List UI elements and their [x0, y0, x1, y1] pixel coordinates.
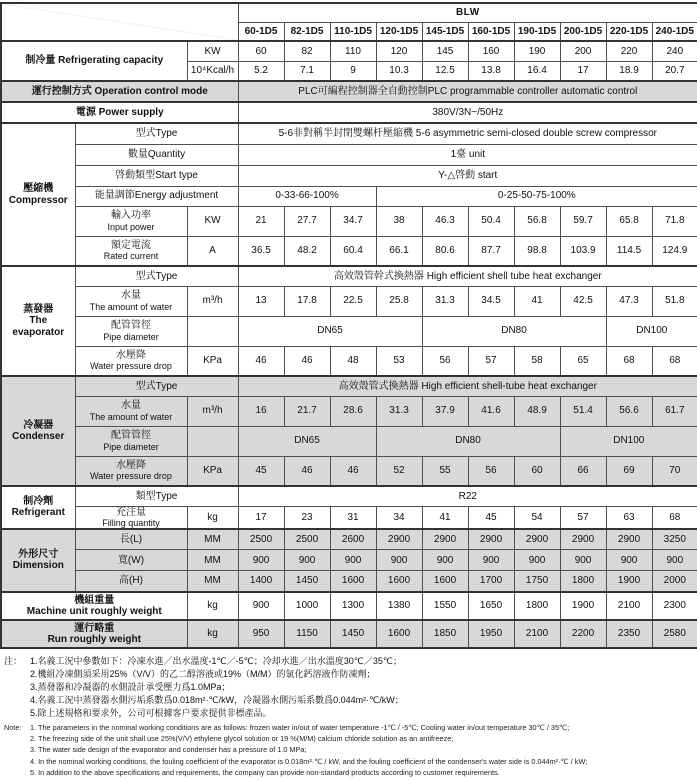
- value-cell: 1750: [514, 571, 560, 592]
- value-cell: 70: [652, 456, 697, 486]
- spec-sheet-page: [0, 2, 697, 780]
- value-cell: 54: [514, 506, 560, 529]
- value-cell: 124.9: [652, 236, 697, 266]
- value-cell: 31.3: [376, 396, 422, 426]
- unit-cell: MM: [187, 529, 238, 550]
- value-cell: DN65: [238, 316, 422, 346]
- notes-english-lines: [30, 722, 695, 778]
- unit-cell: kg: [187, 620, 238, 648]
- value-cell: 46: [284, 346, 330, 376]
- section-label: 冷凝器 Condenser: [1, 376, 75, 486]
- row-label: 能量調節Energy adjustment: [75, 186, 238, 206]
- row-label: 數量Quantity: [75, 144, 238, 165]
- value-cell: 45: [238, 456, 284, 486]
- value-cell: 56: [468, 456, 514, 486]
- unit-cell: m³/h: [187, 396, 238, 426]
- value-cell: 1000: [284, 592, 330, 620]
- row-label: 運行控制方式 Operation control mode: [1, 81, 238, 102]
- value-cell: 900: [652, 550, 697, 571]
- value-cell: 1600: [422, 571, 468, 592]
- value-cell: 66.1: [376, 236, 422, 266]
- value-cell: 900: [330, 550, 376, 571]
- table-corner: [1, 3, 238, 41]
- unit-cell: kg: [187, 592, 238, 620]
- value-cell: 48.9: [514, 396, 560, 426]
- value-cell: 80.6: [422, 236, 468, 266]
- unit-cell: KW: [187, 41, 238, 61]
- value-cell: 114.5: [606, 236, 652, 266]
- value-cell: 60: [514, 456, 560, 486]
- note-line: 5.除上述規格和要求外，公司可根據客户要求提供非標產品。: [30, 707, 272, 718]
- value-cell: 2900: [606, 529, 652, 550]
- value-cell: 34.7: [330, 206, 376, 236]
- value-cell: 1450: [284, 571, 330, 592]
- section-label: 外形尺寸 Dimension: [1, 529, 75, 592]
- note-line: 3.蒸發器和冷凝器的水側設計承受壓力爲1.0MPa；: [30, 681, 231, 692]
- row-label: 額定電流 Rated current: [75, 236, 187, 266]
- value-cell: 240: [652, 41, 697, 61]
- value-cell: 900: [468, 550, 514, 571]
- value-cell: 98.8: [514, 236, 560, 266]
- value-cell: 900: [284, 550, 330, 571]
- value-cell: 71.8: [652, 206, 697, 236]
- value-cell: DN65: [238, 426, 376, 456]
- row-label: 長(L): [75, 529, 187, 550]
- row-label: 配管管徑 Pipe diameter: [75, 316, 187, 346]
- row-label: 配管管徑 Pipe diameter: [75, 426, 187, 456]
- value-cell: R22: [238, 486, 697, 506]
- unit-cell: m³/h: [187, 286, 238, 316]
- value-cell: 10.3: [376, 61, 422, 81]
- row-label: 水壓降 Water pressure drop: [75, 346, 187, 376]
- value-cell: 12.5: [422, 61, 468, 81]
- value-cell: 87.7: [468, 236, 514, 266]
- value-cell: 1900: [606, 571, 652, 592]
- value-cell: 51.8: [652, 286, 697, 316]
- row-label: 高(H): [75, 571, 187, 592]
- brand-header: BLW: [238, 3, 697, 22]
- row-label: 類型Type: [75, 486, 238, 506]
- row-label: 電源 Power supply: [1, 102, 238, 123]
- value-cell: 3250: [652, 529, 697, 550]
- value-cell: Y-△啓動 start: [238, 165, 697, 186]
- value-cell: 900: [238, 592, 284, 620]
- note-line: 4. In the nominal working conditions, the fouling coefficient of the evaporator is 0.018m²·℃ / kW, and the fouling coefficient of the condenser's water side is 0.044m²·℃ / kW;: [30, 756, 588, 766]
- row-label: 機組重量 Machine unit roughly weight: [1, 592, 187, 620]
- value-cell: 37.9: [422, 396, 468, 426]
- model-header: 220-1D5: [606, 22, 652, 41]
- value-cell: 2200: [560, 620, 606, 648]
- value-cell: 56.6: [606, 396, 652, 426]
- value-cell: 120: [376, 41, 422, 61]
- row-label: 輸入功率 Input power: [75, 206, 187, 236]
- value-cell: 1900: [560, 592, 606, 620]
- unit-cell: MM: [187, 571, 238, 592]
- row-label: 水量 The amount of water: [75, 396, 187, 426]
- row-label: 寬(W): [75, 550, 187, 571]
- value-cell: 1300: [330, 592, 376, 620]
- value-cell: 57: [560, 506, 606, 529]
- notes-chinese-lines: [30, 655, 695, 720]
- value-cell: 103.9: [560, 236, 606, 266]
- value-cell: 21.7: [284, 396, 330, 426]
- value-cell: DN100: [606, 316, 697, 346]
- value-cell: 50.4: [468, 206, 514, 236]
- value-cell: 2000: [652, 571, 697, 592]
- value-cell: 1450: [330, 620, 376, 648]
- value-cell: 63: [606, 506, 652, 529]
- model-header: 160-1D5: [468, 22, 514, 41]
- value-cell: 20.7: [652, 61, 697, 81]
- value-cell: 2100: [606, 592, 652, 620]
- value-cell: 1800: [560, 571, 606, 592]
- value-cell: 高效殼管式換熱器 High efficient shell-tube heat exchanger: [238, 376, 697, 396]
- value-cell: 1600: [376, 620, 422, 648]
- value-cell: 22.5: [330, 286, 376, 316]
- value-cell: 21: [238, 206, 284, 236]
- value-cell: 57: [468, 346, 514, 376]
- value-cell: 36.5: [238, 236, 284, 266]
- section-label: 蒸發器 The evaporator: [1, 266, 75, 376]
- value-cell: 2600: [330, 529, 376, 550]
- value-cell: 59.7: [560, 206, 606, 236]
- value-cell: 46: [284, 456, 330, 486]
- corner-item-label: 項目 Item: [8, 25, 54, 38]
- value-cell: 1700: [468, 571, 514, 592]
- note-line: 2. The freezing side of the unit shall use 25%(V/V) ethylene glycol solution or 19 %(M/M) calcium chloride solution as an antifreeze;: [30, 734, 454, 744]
- value-cell: 60.4: [330, 236, 376, 266]
- model-header: 82-1D5: [284, 22, 330, 41]
- note-line: 1. The parameters in the nominal working conditions are as follows: frozen water in/out of water temperature -1℃ / -5℃; Cooling water in/out temperature 30℃ / 35℃;: [30, 722, 570, 732]
- model-header: 145-1D5: [422, 22, 468, 41]
- row-label: 啓動類型Start type: [75, 165, 238, 186]
- value-cell: 1600: [330, 571, 376, 592]
- notes-chinese-label: 注：: [4, 655, 23, 666]
- value-cell: 190: [514, 41, 560, 61]
- value-cell: 200: [560, 41, 606, 61]
- model-header: 110-1D5: [330, 22, 376, 41]
- value-cell: 900: [560, 550, 606, 571]
- value-cell: 46: [238, 346, 284, 376]
- row-label: 型式Type: [75, 123, 238, 144]
- value-cell: 900: [606, 550, 652, 571]
- value-cell: 25.8: [376, 286, 422, 316]
- value-cell: 13.8: [468, 61, 514, 81]
- value-cell: 41: [514, 286, 560, 316]
- value-cell: 7.1: [284, 61, 330, 81]
- value-cell: 2900: [422, 529, 468, 550]
- value-cell: 17: [560, 61, 606, 81]
- value-cell: 38: [376, 206, 422, 236]
- value-cell: 9: [330, 61, 376, 81]
- value-cell: 23: [284, 506, 330, 529]
- row-label: 充注量 Filling quantity: [75, 506, 187, 529]
- value-cell: 1600: [376, 571, 422, 592]
- value-cell: 13: [238, 286, 284, 316]
- spec-table: [0, 2, 697, 649]
- notes-english-label: Note:: [4, 722, 22, 732]
- value-cell: 45: [468, 506, 514, 529]
- notes-english: [4, 722, 695, 778]
- value-cell: 17: [238, 506, 284, 529]
- value-cell: 66: [560, 456, 606, 486]
- unit-cell: KPa: [187, 456, 238, 486]
- value-cell: 1150: [284, 620, 330, 648]
- value-cell: 55: [422, 456, 468, 486]
- value-cell: 42.5: [560, 286, 606, 316]
- value-cell: 2100: [514, 620, 560, 648]
- notes-chinese: [4, 655, 695, 720]
- value-cell: 31.3: [422, 286, 468, 316]
- value-cell: DN80: [422, 316, 606, 346]
- value-cell: DN100: [560, 426, 697, 456]
- value-cell: 65: [560, 346, 606, 376]
- value-cell: 2300: [652, 592, 697, 620]
- value-cell: 68: [606, 346, 652, 376]
- value-cell: 60: [238, 41, 284, 61]
- value-cell: 53: [376, 346, 422, 376]
- value-cell: 46: [330, 456, 376, 486]
- note-line: 2.機組冷凍側須采用25%（V/V）的乙二醇溶液或19%（M/M）的氯化鈣溶液作防凍劑；: [30, 668, 376, 679]
- value-cell: 900: [514, 550, 560, 571]
- value-cell: 1550: [422, 592, 468, 620]
- value-cell: 高效殼管幹式換熱器 High efficient shell tube heat exchanger: [238, 266, 697, 286]
- value-cell: 27.7: [284, 206, 330, 236]
- value-cell: 69: [606, 456, 652, 486]
- value-cell: 1850: [422, 620, 468, 648]
- value-cell: 900: [238, 550, 284, 571]
- row-label: 型式Type: [75, 266, 238, 286]
- value-cell: 68: [652, 506, 697, 529]
- value-cell: 2900: [514, 529, 560, 550]
- value-cell: 160: [468, 41, 514, 61]
- notes-section: [0, 649, 697, 778]
- value-cell: 900: [376, 550, 422, 571]
- row-label: 運行略重 Run roughly weight: [1, 620, 187, 648]
- unit-cell: KPa: [187, 346, 238, 376]
- value-cell: 900: [422, 550, 468, 571]
- value-cell: 65.8: [606, 206, 652, 236]
- value-cell: 1950: [468, 620, 514, 648]
- unit-cell: A: [187, 236, 238, 266]
- value-cell: 5-6非對稱半封閉雙螺杆壓縮機 5-6 asymmetric semi-closed double screw compressor: [238, 123, 697, 144]
- value-cell: 68: [652, 346, 697, 376]
- row-label: 型式Type: [75, 376, 238, 396]
- model-header: 200-1D5: [560, 22, 606, 41]
- value-cell: 2500: [238, 529, 284, 550]
- value-cell: 950: [238, 620, 284, 648]
- value-cell: 58: [514, 346, 560, 376]
- note-line: 5. In addition to the above specifications and requirements, the company can provide non-standard products according to customer requirements.: [30, 767, 500, 777]
- value-cell: 56.8: [514, 206, 560, 236]
- value-cell: 2900: [560, 529, 606, 550]
- note-line: 4.名義工況中蒸發器水側污垢系數爲0.018m²·℃/kW，冷凝器水側污垢系數爲0.044m²·℃/kW；: [30, 694, 404, 705]
- value-cell: 1臺 unit: [238, 144, 697, 165]
- corner-model-label: 型號 Model: [177, 5, 232, 17]
- value-cell: 34.5: [468, 286, 514, 316]
- value-cell: 380V/3N~/50Hz: [238, 102, 697, 123]
- value-cell: 16.4: [514, 61, 560, 81]
- unit-cell: 10⁴Kcal/h: [187, 61, 238, 81]
- value-cell: 48: [330, 346, 376, 376]
- value-cell: 34: [376, 506, 422, 529]
- model-header: 240-1D5: [652, 22, 697, 41]
- value-cell: 2900: [468, 529, 514, 550]
- value-cell: 1400: [238, 571, 284, 592]
- value-cell: 2350: [606, 620, 652, 648]
- value-cell: DN80: [376, 426, 560, 456]
- model-header: 60-1D5: [238, 22, 284, 41]
- value-cell: 2500: [284, 529, 330, 550]
- value-cell: 82: [284, 41, 330, 61]
- value-cell: 46.3: [422, 206, 468, 236]
- section-label: 壓縮機 Compressor: [1, 123, 75, 266]
- value-cell: 51.4: [560, 396, 606, 426]
- value-cell: 0-33-66-100%: [238, 186, 376, 206]
- value-cell: 1800: [514, 592, 560, 620]
- note-line: 1.名義工況中參數如下：冷凍水進／出水溫度-1℃／-5℃；冷却水進／出水溫度30℃／35℃；: [30, 655, 402, 666]
- value-cell: 2580: [652, 620, 697, 648]
- value-cell: 5.2: [238, 61, 284, 81]
- section-label: 制冷劑 Refrigerant: [1, 486, 75, 529]
- unit-cell: MM: [187, 550, 238, 571]
- value-cell: 56: [422, 346, 468, 376]
- unit-cell: [187, 426, 238, 456]
- value-cell: 18.9: [606, 61, 652, 81]
- unit-cell: [187, 316, 238, 346]
- value-cell: 16: [238, 396, 284, 426]
- value-cell: 1380: [376, 592, 422, 620]
- value-cell: 220: [606, 41, 652, 61]
- unit-cell: kg: [187, 506, 238, 529]
- value-cell: 61.7: [652, 396, 697, 426]
- value-cell: 48.2: [284, 236, 330, 266]
- value-cell: 0-25-50-75-100%: [376, 186, 697, 206]
- value-cell: 31: [330, 506, 376, 529]
- value-cell: 110: [330, 41, 376, 61]
- model-header: 190-1D5: [514, 22, 560, 41]
- value-cell: 52: [376, 456, 422, 486]
- row-label: 制冷量 Refrigerating capacity: [1, 41, 187, 81]
- value-cell: 145: [422, 41, 468, 61]
- value-cell: 41: [422, 506, 468, 529]
- note-line: 3. The water side design of the evaporator and condenser has a pressure of 1.0 MPa;: [30, 745, 307, 755]
- value-cell: 41.6: [468, 396, 514, 426]
- value-cell: 2900: [376, 529, 422, 550]
- value-cell: 1650: [468, 592, 514, 620]
- value-cell: 28.6: [330, 396, 376, 426]
- row-label: 水量 The amount of water: [75, 286, 187, 316]
- value-cell: PLC可編程控制器全自動控制PLC programmable controller automatic control: [238, 81, 697, 102]
- model-header: 120-1D5: [376, 22, 422, 41]
- value-cell: 47.3: [606, 286, 652, 316]
- row-label: 水壓降 Water pressure drop: [75, 456, 187, 486]
- unit-cell: KW: [187, 206, 238, 236]
- value-cell: 17.8: [284, 286, 330, 316]
